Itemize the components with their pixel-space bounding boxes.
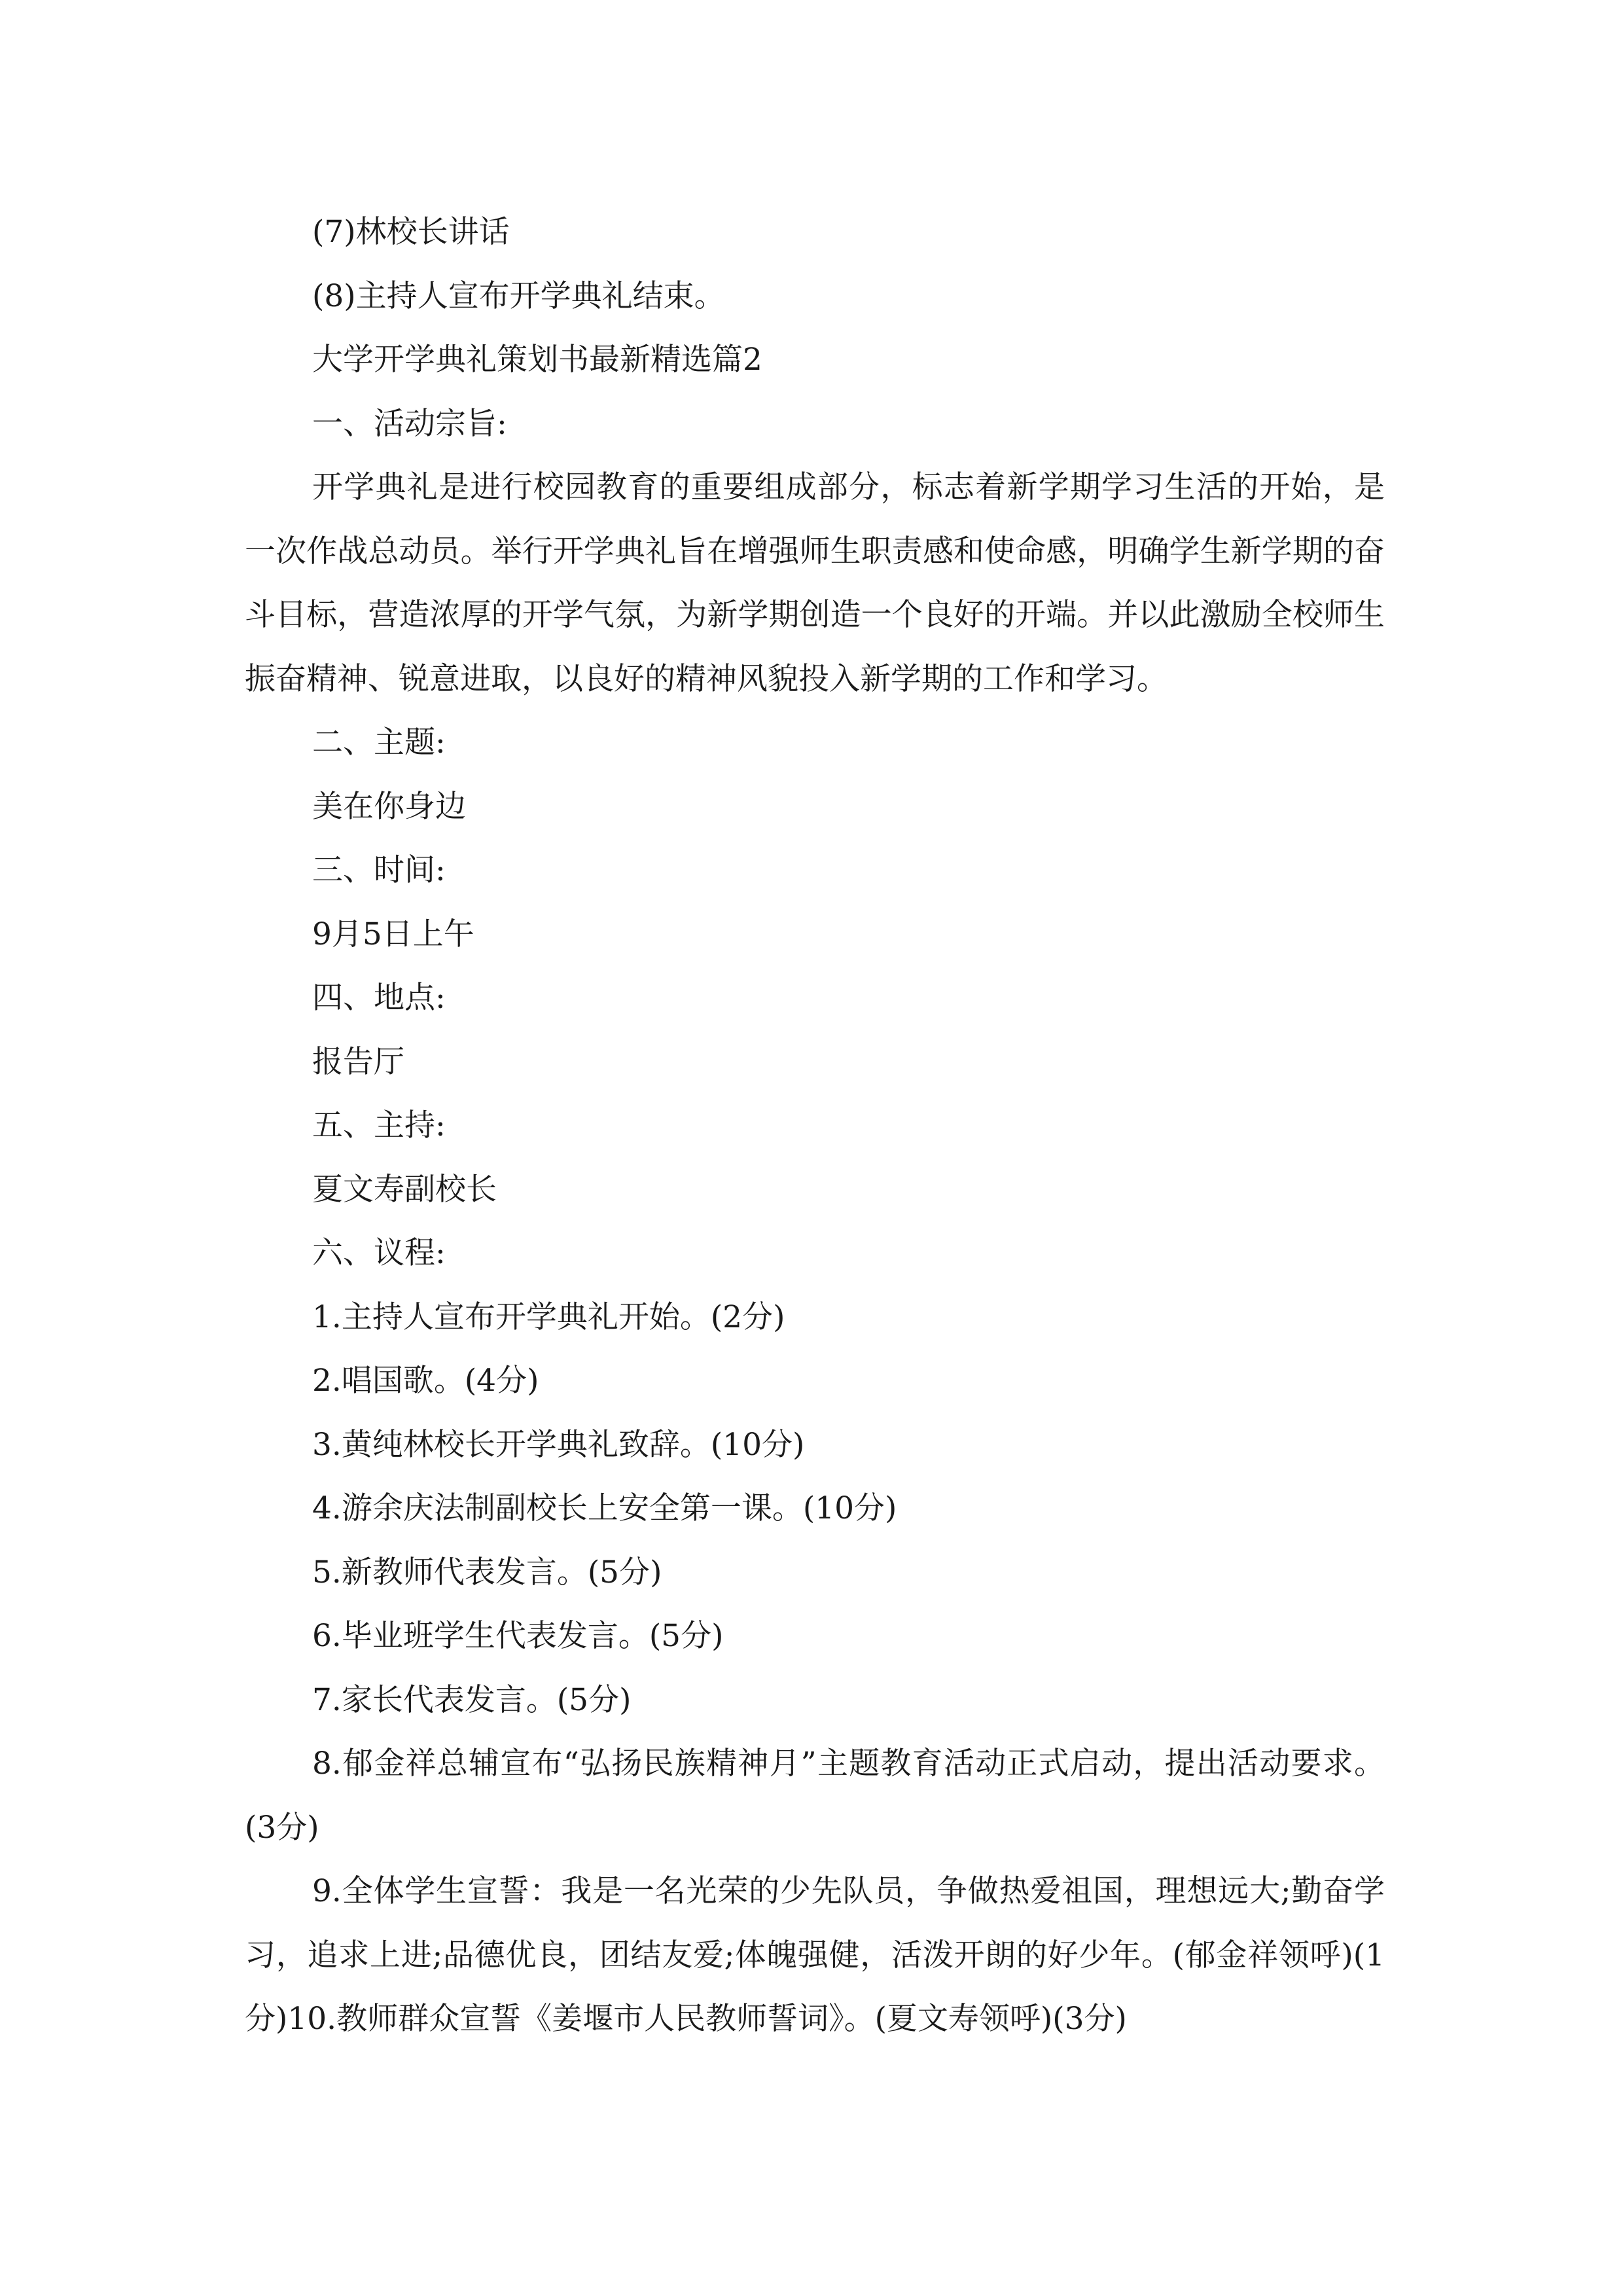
agenda-step-5: 5.新教师代表发言。(5分) xyxy=(312,1554,662,1590)
heading-purpose: 一、活动宗旨: xyxy=(312,405,507,442)
heading-time: 三、时间: xyxy=(312,852,446,888)
heading-theme: 二、主题: xyxy=(312,725,446,761)
location-value: 报告厅 xyxy=(312,1043,404,1080)
heading-host: 五、主持: xyxy=(312,1107,446,1143)
heading-agenda: 六、议程: xyxy=(312,1235,446,1271)
time-value: 9月5日上午 xyxy=(312,916,474,952)
theme-value: 美在你身边 xyxy=(312,788,466,825)
agenda-step-8: 8.郁金祥总辅宣布“弘扬民族精神月”主题教育活动正式启动，提出活动要求。(3分) xyxy=(245,1746,1385,1846)
purpose-paragraph: 开学典礼是进行校园教育的重要组成部分，标志着新学期学习生活的开始，是一次作战总动员。举行开学典礼旨在增强师生职责感和使命感，明确学生新学期的奋斗目标，营造浓厚的开学气氛，为新学期创造一个良好的开端。并以此激励全校师生振奋精神、锐意进取，以良好的精神风貌投入新学期的工作和学习。 xyxy=(245,469,1385,697)
agenda-item-7: (7)林校长讲话 xyxy=(312,214,510,250)
agenda-step-4: 4.游余庆法制副校长上安全第一课。(10分) xyxy=(312,1490,897,1526)
heading-location: 四、地点: xyxy=(312,980,446,1016)
document-body xyxy=(245,200,1385,2051)
agenda-step-2: 2.唱国歌。(4分) xyxy=(312,1363,539,1399)
agenda-step-7: 7.家长代表发言。(5分) xyxy=(312,1681,632,1718)
agenda-step-6: 6.毕业班学生代表发言。(5分) xyxy=(312,1618,724,1654)
host-value: 夏文寿副校长 xyxy=(312,1171,497,1208)
agenda-step-9-10: 9.全体学生宣誓：我是一名光荣的少先队员，争做热爱祖国，理想远大;勤奋学习，追求上进;品德优良，团结友爱;体魄强健，活泼开朗的好少年。(郁金祥领呼)(1分)10.教师群众宣誓《姜堰市人民教师誓词》。(夏文寿领呼)(3分) xyxy=(245,1873,1385,2037)
agenda-step-3: 3.黄纯林校长开学典礼致辞。(10分) xyxy=(312,1426,805,1463)
section-title: 大学开学典礼策划书最新精选篇2 xyxy=(312,342,762,378)
agenda-step-1: 1.主持人宣布开学典礼开始。(2分) xyxy=(312,1299,785,1335)
agenda-item-8: (8)主持人宣布开学典礼结束。 xyxy=(312,278,725,314)
